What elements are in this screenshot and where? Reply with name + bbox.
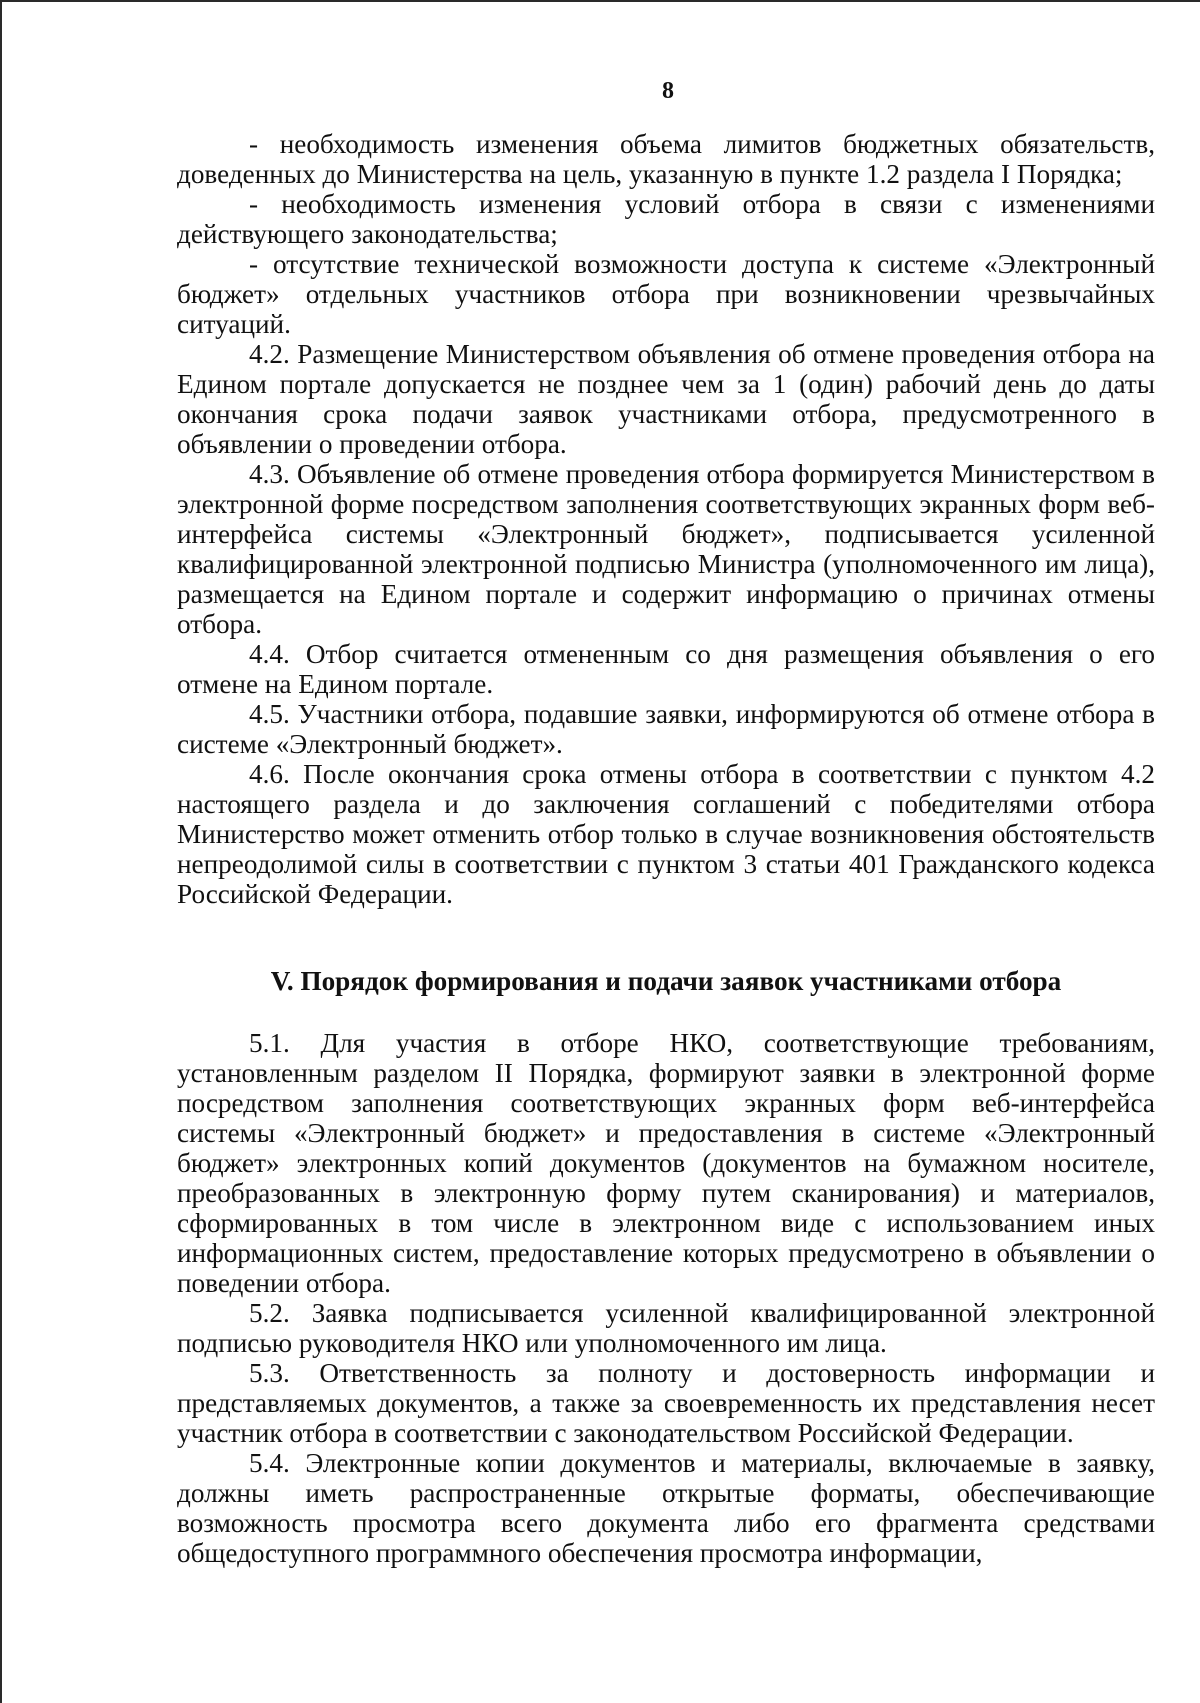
paragraph: 5.2. Заявка подписывается усиленной квалифицированной электронной подписью руководителя НКО или уполномоченного им лица.	[177, 1298, 1155, 1358]
paragraph: 4.3. Объявление об отмене проведения отбора формируется Министерством в электронной форме посредством заполнения соответствующих экранных форм веб-интерфейса системы «Электронный бюджет», подписывается усиленной квалифицированной электронной подписью Министра (уполномоченного им лица), размещается на Едином портале и содержит информацию о причинах отмены отбора.	[177, 459, 1155, 639]
paragraph: 4.2. Размещение Министерством объявления об отмене проведения отбора на Едином портале допускается не позднее чем за 1 (один) рабочий день до даты окончания срока подачи заявок участниками отбора, предусмотренного в объявлении о проведении отбора.	[177, 339, 1155, 459]
scan-edge-left	[0, 0, 2, 1703]
section-heading: V. Порядок формирования и подачи заявок участниками отбора	[270, 966, 1062, 996]
text-block-bottom	[177, 1028, 1155, 1568]
paragraph: 4.5. Участники отбора, подавшие заявки, информируются об отмене отбора в системе «Электронный бюджет».	[177, 699, 1155, 759]
paragraph: - отсутствие технической возможности доступа к системе «Электронный бюджет» отдельных участников отбора при возникновении чрезвычайных ситуаций.	[177, 249, 1155, 339]
paragraph: 5.3. Ответственность за полноту и достоверность информации и представляемых документов, а также за своевременность их представления несет участник отбора в соответствии с законодательством Российской Федерации.	[177, 1358, 1155, 1448]
section-heading-block	[177, 966, 1155, 996]
paragraph: 5.1. Для участия в отборе НКО, соответствующие требованиям, установленным разделом II Порядка, формируют заявки в электронной форме посредством заполнения соответствующих экранных форм веб-интерфейса системы «Электронный бюджет» и предоставления в системе «Электронный бюджет» электронных копий документов (документов на бумажном носителе, преобразованных в электронную форму путем сканирования) и материалов, сформированных в том числе в электронном виде с использованием иных информационных систем, предоставление которых предусмотрено в объявлении о поведении отбора.	[177, 1028, 1155, 1298]
paragraph: 5.4. Электронные копии документов и материалы, включаемые в заявку, должны иметь распространенные открытые форматы, обеспечивающие возможность просмотра всего документа либо его фрагмента средствами общедоступного программного обеспечения просмотра информации,	[177, 1448, 1155, 1568]
page-number: 8	[662, 78, 674, 104]
paragraph: - необходимость изменения объема лимитов бюджетных обязательств, доведенных до Министерства на цель, указанную в пункте 1.2 раздела I Порядка;	[177, 129, 1155, 189]
paragraph: - необходимость изменения условий отбора в связи с изменениями действующего законодательства;	[177, 189, 1155, 249]
scan-edge-top	[0, 0, 1200, 2]
text-block-top	[177, 129, 1155, 909]
paragraph: 4.4. Отбор считается отмененным со дня размещения объявления о его отмене на Едином портале.	[177, 639, 1155, 699]
paragraph: 4.6. После окончания срока отмены отбора в соответствии с пунктом 4.2 настоящего раздела и до заключения соглашений с победителями отбора Министерство может отменить отбор только в случае возникновения обстоятельств непреодолимой силы в соответствии с пунктом 3 статьи 401 Гражданского кодекса Российской Федерации.	[177, 759, 1155, 909]
